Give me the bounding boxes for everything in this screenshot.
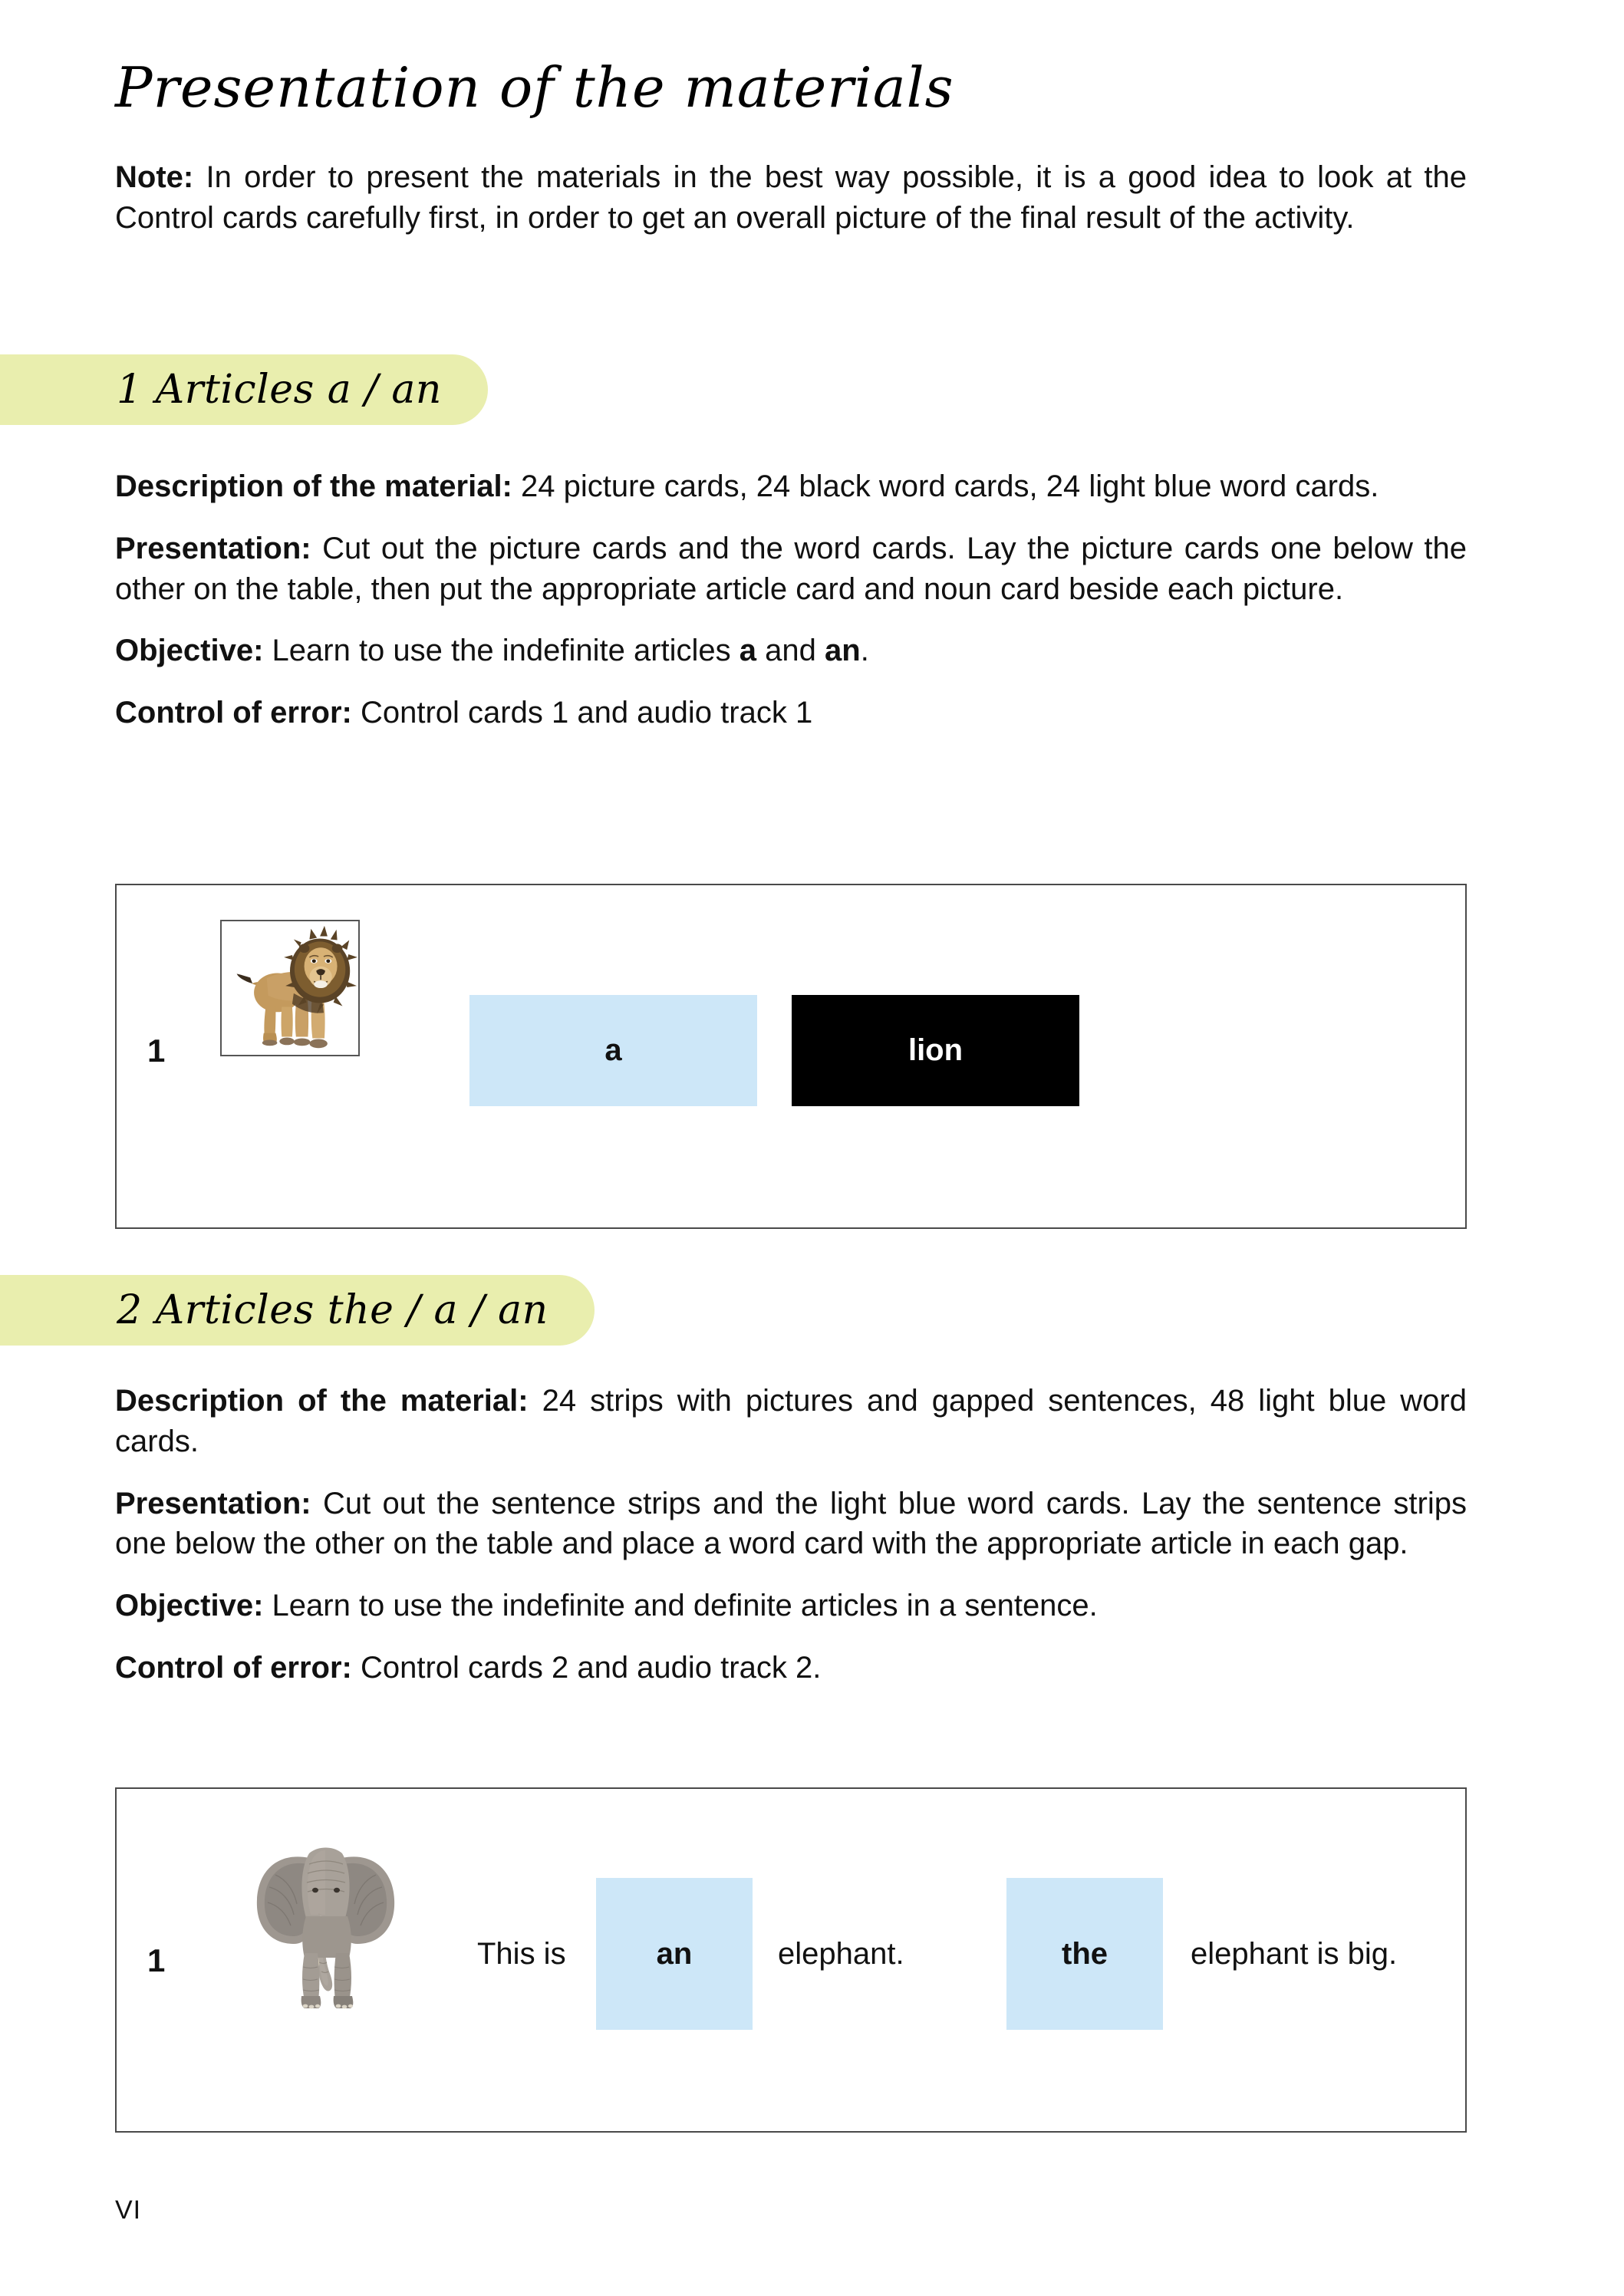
example-row-number-1: 1 (147, 1033, 166, 1069)
field-presentation-2 (115, 1484, 1467, 1565)
section-banner-label-2: 2 Articles the / a / an (117, 1287, 548, 1333)
field-label: Description of the material: (115, 1384, 529, 1418)
field-label: Presentation: (115, 1486, 311, 1520)
lion-picture-card (220, 920, 360, 1056)
field-bold-a: a (739, 634, 757, 668)
field-description-1 (115, 466, 1467, 507)
note-text: In order to present the materials in the best way possible, it is a good idea to look at the Control cards carefully first, in order to get an overall picture of the final result of the activity. (115, 160, 1467, 235)
field-text: Control cards 2 and audio track 2. (351, 1650, 822, 1685)
sentence-text-3: elephant is big. (1191, 1936, 1398, 1971)
field-tail: . (860, 634, 869, 668)
field-control-2 (115, 1648, 1467, 1688)
field-objective-1 (115, 631, 1467, 671)
example-row-number-2: 1 (147, 1942, 166, 1978)
field-presentation-1 (115, 529, 1467, 610)
noun-word-card-black[interactable] (792, 995, 1079, 1106)
section-banner-1 (0, 354, 488, 425)
section-banner-2 (0, 1275, 595, 1346)
article-word-card-blue[interactable] (469, 995, 757, 1106)
field-text: Learn to use the indefinite and definite articles in a sentence. (263, 1589, 1098, 1623)
lion-icon (222, 921, 358, 1055)
field-objective-2 (115, 1586, 1467, 1626)
field-text: Control cards 1 and audio track 1 (351, 696, 813, 730)
field-mid: and (756, 634, 825, 668)
field-label: Objective: (115, 634, 264, 668)
field-label: Control of error: (115, 696, 352, 730)
section-1-body (115, 466, 1467, 733)
elephant-icon (236, 1836, 416, 2021)
page-number: VI (115, 2196, 142, 2225)
sentence-text-1: This is (477, 1936, 566, 1971)
field-label: Presentation: (115, 531, 311, 565)
field-text: 24 picture cards, 24 black word cards, 24 light blue word cards. (512, 469, 1379, 503)
field-label: Objective: (115, 1589, 264, 1623)
field-text: Cut out the sentence strips and the light blue word cards. Lay the sentence strips one below the other on the table and place a word card with the appropriate article in each gap. (115, 1486, 1467, 1561)
example-box-section-2 (115, 1787, 1467, 2133)
article-word-card-label: a (604, 1033, 622, 1067)
gap-word-card-the[interactable] (1006, 1878, 1163, 2030)
field-text: Cut out the picture cards and the word cards. Lay the picture cards one below the other on the table, then put the appropriate article card and noun card beside each picture. (115, 531, 1467, 606)
note-block (115, 157, 1467, 239)
field-label: Description of the material: (115, 469, 512, 503)
field-label: Control of error: (115, 1650, 352, 1685)
noun-word-card-label: lion (908, 1033, 964, 1067)
section-banner-label-1: 1 Articles a / an (117, 367, 442, 413)
note-label: Note: (115, 160, 194, 194)
note-paragraph (115, 157, 1467, 239)
sentence-text-2: elephant. (778, 1936, 904, 1971)
gap-word-card-label-1: an (656, 1936, 693, 1971)
field-text: 24 strips with pictures and gapped sentences, 48 light blue word cards. (115, 1384, 1467, 1458)
field-bold-an: an (825, 634, 861, 668)
example-box-section-1 (115, 884, 1467, 1229)
field-control-1 (115, 693, 1467, 733)
gap-word-card-label-2: the (1062, 1936, 1108, 1971)
elephant-picture (236, 1836, 416, 2021)
field-text: Learn to use the indefinite articles (263, 634, 740, 668)
section-2-body (115, 1381, 1467, 1688)
gap-word-card-an[interactable] (596, 1878, 753, 2030)
field-description-2 (115, 1381, 1467, 1462)
page-title: Presentation of the materials (115, 55, 954, 120)
